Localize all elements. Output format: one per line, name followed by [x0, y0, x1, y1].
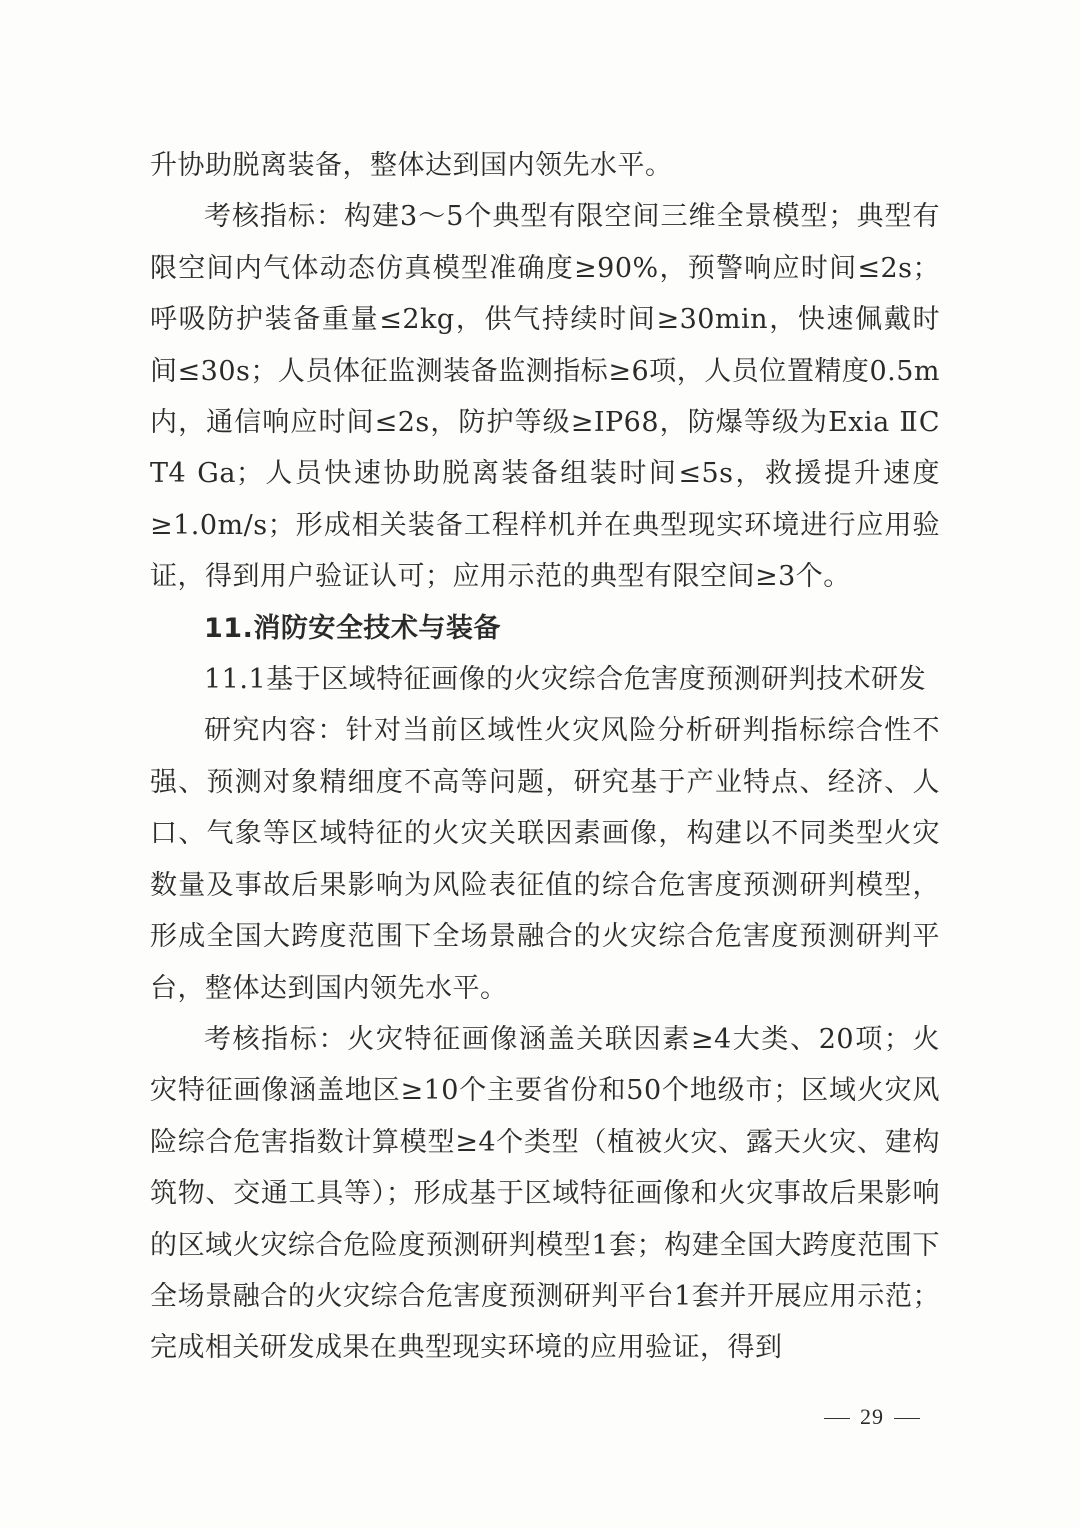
document-body [150, 140, 940, 1374]
paragraph-research-content: 研究内容：针对当前区域性火灾风险分析研判指标综合性不强、预测对象精细度不高等问题，研究基于产业特点、经济、人口、气象等区域特征的火灾关联因素画像，构建以不同类型火灾数量及事故后果影响为风险表征值的综合危害度预测研判模型，形成全国大跨度范围下全场景融合的火灾综合危害度预测研判平台，整体达到国内领先水平。 [150, 715, 940, 1004]
dash-left [824, 1418, 850, 1419]
paragraph-continuation: 升协助脱离装备，整体达到国内领先水平。 [150, 150, 673, 181]
paragraph-assessment-indicators-1: 考核指标：构建3～5个典型有限空间三维全景模型；典型有限空间内气体动态仿真模型准确度≥90%，预警响应时间≤2s；呼吸防护装备重量≤2kg，供气持续时间≥30min，快速佩戴时间≤30s；人员体征监测装备监测指标≥6项，人员位置精度0.5m内，通信响应时间≤2s，防护等级≥IP68，防爆等级为Exia ⅡC T4 Ga；人员快速协助脱离装备组装时间≤5s，救援提升速度≥1.0m/s；形成相关装备工程样机并在典型现实环境进行应用验证，得到用户验证认可；应用示范的典型有限空间≥3个。 [150, 201, 940, 593]
paragraph-assessment-indicators-2: 考核指标：火灾特征画像涵盖关联因素≥4大类、20项；火灾特征画像涵盖地区≥10个主要省份和50个地级市；区域火灾风险综合危害指数计算模型≥4个类型（植被火灾、露天火灾、建构筑物、交通工具等）；形成基于区域特征画像和火灾事故后果影响的区域火灾综合危险度预测研判模型1套；构建全国大跨度范围下全场景融合的火灾综合危害度预测研判平台1套并开展应用示范；完成相关研发成果在典型现实环境的应用验证，得到 [150, 1023, 940, 1364]
subsection-title: 11.1基于区域特征画像的火灾综合危害度预测研判技术研发 [204, 664, 927, 696]
section-heading: 11.消防安全技术与装备 [204, 612, 501, 644]
dash-right [894, 1418, 920, 1419]
page-number-value: 29 [860, 1404, 884, 1429]
page-number [812, 1404, 932, 1430]
